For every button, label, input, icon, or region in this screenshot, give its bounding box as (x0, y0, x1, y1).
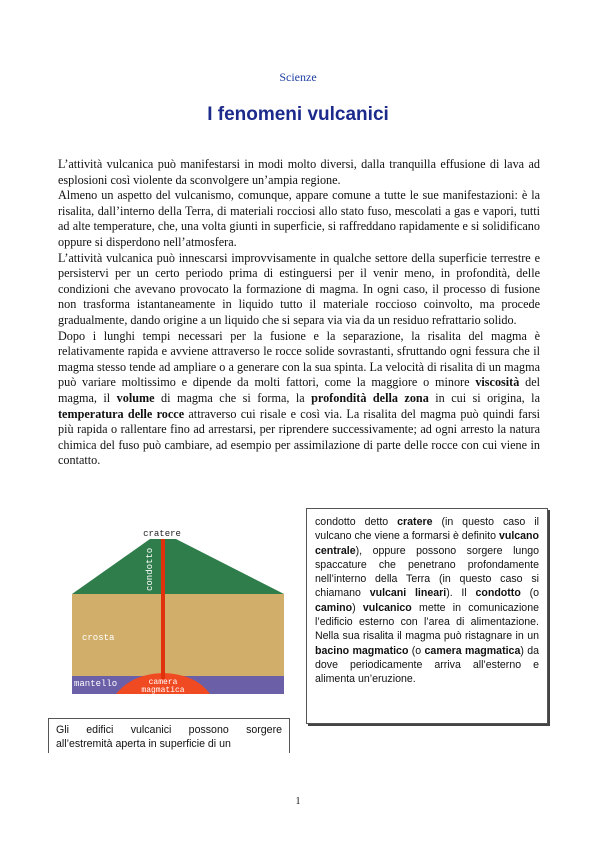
label-condotto: condotto (145, 547, 155, 591)
text-run: (o (520, 587, 539, 600)
text-run: ) (352, 601, 363, 614)
bold-term: bacino magmatico (315, 644, 409, 657)
paragraph (58, 251, 540, 329)
text-run: L’attività vulcanica può innescarsi improvvisamente in qualche settore della superficie terrestre e persistervi per un certo periodo prima di estinguersi per il venir meno, in profondità, delle condizioni che avevano provocato la formazione di magma. In ogni caso, il processo di fusione non trasforma istantaneamente in liquido tutto il materiale roccioso coinvolto, ma procede gradualmente, dando origine a un liquido che si separa via via da un residuo refrattario solido. (58, 250, 540, 327)
bold-term: vulcano centrale (315, 530, 539, 557)
paragraph (58, 157, 540, 188)
caption-text: Gli edifici vulcanici possono sorgere all’estremità aperta in superficie di un (56, 724, 282, 751)
label-cratere: cratere (143, 529, 181, 539)
volcano-figure (70, 528, 286, 696)
text-run: Dopo i lunghi tempi necessari per la fusione e la separazione, la risalita del magma è relativamente rapida e avviene attraverso le rocce solide sovrastanti, sfruttando ogni fessura che il magma stesso tende ad ampliare o a generare con la sua spinta. La velocità di risalita di un magma può variare moltissimo e dipende da molti fattori, come la maggiore o minore (58, 328, 540, 390)
bold-term: temperatura delle rocce (58, 406, 185, 421)
sidebar-text (307, 509, 547, 687)
sidebar-textbox (306, 508, 548, 724)
bold-term: camino (315, 601, 353, 614)
bold-term: profondità della zona (311, 390, 429, 405)
volcano-diagram (70, 528, 286, 696)
text-run: del magma, il (58, 375, 540, 405)
text-run: mette in comunicazione l’edificio esterno con l’area di alimentazione. Nella sua risalita il magma può ristagnare in un (315, 601, 539, 643)
volcano-cone (72, 539, 284, 594)
text-run: in cui si origina, la (428, 390, 540, 405)
bold-term: vulcani lineari (369, 587, 447, 600)
page-number: 1 (295, 796, 301, 807)
text-run: Almeno un aspetto del vulcanismo, comunque, appare comune a tutte le sue manifestazioni: è la risalita, dall’interno della Terra, di materiali rocciosi allo stato fuso, mescolati a gas e vapori, tutti ad alte temperature, che, una volta giunti in superficie, si raffreddano rapidamente e si solidificano oppure si disperdono nell’atmosfera. (58, 188, 540, 249)
text-run: (in questo caso il vulcano che viene a formarsi è definito (315, 516, 539, 543)
label-camera: camera (148, 678, 178, 687)
bold-term: cratere (397, 516, 433, 528)
label-crosta: crosta (82, 633, 115, 643)
body-text (58, 157, 540, 469)
label-magmatica: magmatica (141, 686, 185, 695)
label-mantello: mantello (74, 679, 118, 689)
bold-term: camera magmatica (424, 644, 521, 657)
paragraph (58, 188, 540, 250)
text-run: di magma che si forma, la (154, 390, 312, 405)
bold-term: viscosità (475, 375, 520, 390)
caption-box (48, 718, 290, 753)
paragraph (58, 329, 540, 469)
text-run: ). Il (446, 587, 476, 600)
text-run: L’attività vulcanica può manifestarsi in modi molto diversi, dalla tranquilla effusione di lava ad esplosioni così violente da sconvolgere un’ampia regione. (58, 157, 540, 187)
conduit (161, 539, 165, 679)
text-run: (o (408, 644, 425, 657)
bold-term: condotto (475, 587, 521, 600)
text-run: ), oppure possono sorgere lungo spaccature che penetrano profondamente nell’interno della Terra (in questo caso si chiamano (315, 544, 539, 600)
bold-term: vulcanico (362, 601, 412, 614)
text-run: ) da dove periodicamente arriva all’esterno e alimenta un’eruzione. (315, 644, 539, 686)
bold-term: volume (116, 390, 155, 405)
text-run: attraverso cui risale e così via. La risalita del magma può quindi farsi più rapida o rallentare fino ad arrestarsi, per riprendere successivamente; ad ogni arresto la natura chimica del fuso può cambiare, ad esempio per assimilazione di parte delle rocce con cui viene in contatto. (58, 406, 541, 468)
subject-label: Scienze (279, 70, 317, 84)
page-title: I fenomeni vulcanici (207, 104, 389, 125)
text-run: condotto detto (315, 516, 398, 528)
